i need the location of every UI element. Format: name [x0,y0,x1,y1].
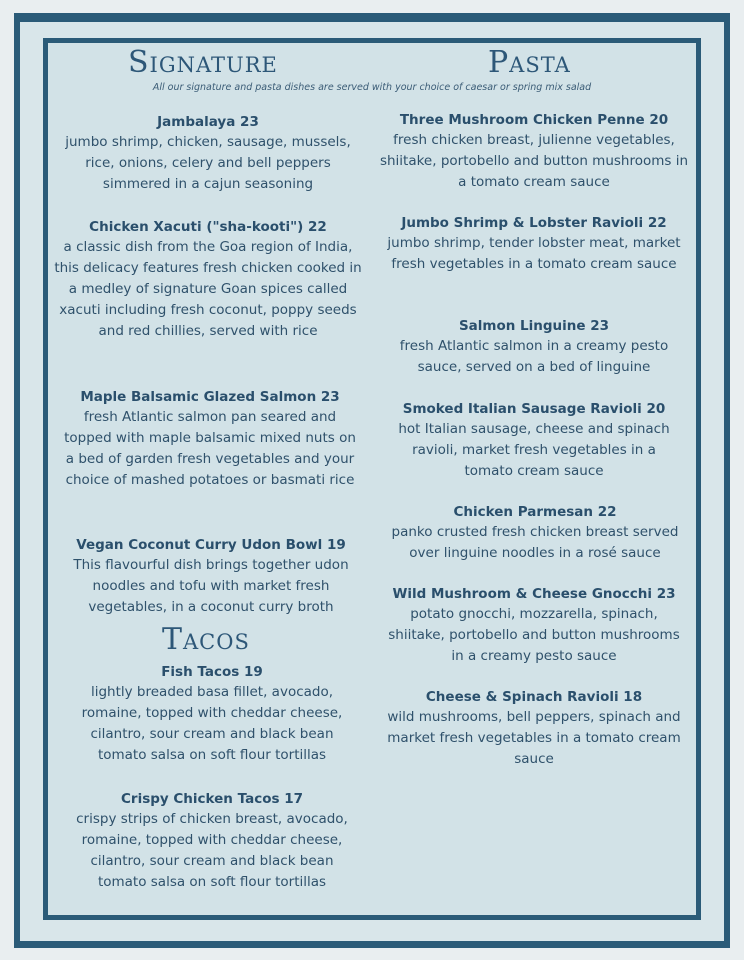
menu-item-title: Jambalaya 23 [157,114,259,130]
menu-item-title: Chicken Parmesan 22 [453,504,617,520]
menu-item-spinach-ravioli [384,687,684,770]
tacos-column [66,662,358,766]
menu-item-description: a classic dish from the Goa region of India, this delicacy features fresh chicken cooked in a medley of signature Goan spices called xacuti including fresh coconut, poppy seeds and red chillies, served with rice [54,239,362,339]
menu-item-title: Three Mushroom Chicken Penne 20 [399,112,669,128]
menu-item-description: panko crusted fresh chicken breast served over linguine noodles in a rosé sauce [391,524,679,561]
menu-item-description: crispy strips of chicken breast, avocado, romaine, topped with cheddar cheese, cilantro, sour cream and black bean tomato salsa on soft flour tortillas [76,811,348,890]
menu-item-maple-salmon [62,387,358,491]
menu-item-description: wild mushrooms, bell peppers, spinach and market fresh vegetables in a tomato cream sauce [387,709,681,767]
tacos-heading: Tacos [162,622,250,657]
menu-item-title: Smoked Italian Sausage Ravioli 20 [402,401,666,417]
menu-item-description: fresh Atlantic salmon in a creamy pesto sauce, served on a bed of linguine [399,338,669,375]
signature-column-3 [62,387,358,491]
menu-item-title: Crispy Chicken Tacos 17 [121,791,303,807]
menu-item-description: fresh Atlantic salmon pan seared and topped with maple balsamic mixed nuts on a bed of garden fresh vegetables and your choice of mashed potatoes or basmati rice [64,409,356,488]
signature-heading: Signature [128,45,278,80]
menu-item-description: fresh chicken breast, julienne vegetables, shiitake, portobello and button mushrooms in a tomato cream sauce [379,132,689,190]
signature-column-4 [58,535,364,618]
menu-item-title: Cheese & Spinach Ravioli 18 [425,689,643,705]
menu-item-chicken-xacuti [54,217,362,342]
menu-item-vegan-udon [58,535,364,618]
pasta-column-5 [380,502,690,564]
signature-column-2 [54,217,362,342]
pasta-column-7 [384,687,684,770]
menu-item-description: jumbo shrimp, tender lobster meat, market fresh vegetables in a tomato cream sauce [387,235,681,272]
salad-note: All our signature and pasta dishes are served with your choice of caesar or spring mix salad [152,82,592,93]
pasta-column-3 [388,316,680,378]
signature-column [58,112,358,195]
menu-item-description: hot Italian sausage, cheese and spinach ravioli, market fresh vegetables in a tomato cream sauce [398,421,670,479]
menu-item-description: This flavourful dish brings together udon noodles and tofu with market fresh vegetables, in a coconut curry broth [73,557,349,615]
menu-item-salmon-linguine [388,316,680,378]
menu-item-gnocchi [388,584,680,667]
menu-item-description: lightly breaded basa fillet, avocado, romaine, topped with cheddar cheese, cilantro, sour cream and black bean tomato salsa on soft flour tortillas [81,684,343,763]
menu-item-mushroom-penne [378,110,690,193]
menu-item-jambalaya [58,112,358,195]
menu-item-description: potato gnocchi, mozzarella, spinach, shiitake, portobello and button mushrooms in a creamy pesto sauce [388,606,680,664]
menu-item-description: jumbo shrimp, chicken, sausage, mussels, rice, onions, celery and bell peppers simmered in a cajun seasoning [65,134,351,192]
pasta-heading: Pasta [488,45,571,80]
menu-item-title: Jumbo Shrimp & Lobster Ravioli 22 [401,215,667,231]
menu-item-title: Wild Mushroom & Cheese Gnocchi 23 [392,586,676,602]
menu-item-title: Salmon Linguine 23 [458,318,610,334]
menu-item-title: Chicken Xacuti ("sha-kooti") 22 [89,219,327,235]
menu-item-title: Maple Balsamic Glazed Salmon 23 [80,389,340,405]
menu-item-title: Fish Tacos 19 [161,664,263,680]
menu-item-sausage-ravioli [388,399,680,482]
pasta-column-6 [388,584,680,667]
menu-item-title: Vegan Coconut Curry Udon Bowl 19 [76,537,346,553]
tacos-column-2 [66,789,358,893]
menu-item-lobster-ravioli [378,213,690,275]
menu-item-fish-tacos [66,662,358,766]
pasta-column-4 [388,399,680,482]
menu-item-crispy-chicken-tacos [66,789,358,893]
menu-item-chicken-parmesan [380,502,690,564]
pasta-column-2 [378,213,690,275]
pasta-column [378,110,690,193]
